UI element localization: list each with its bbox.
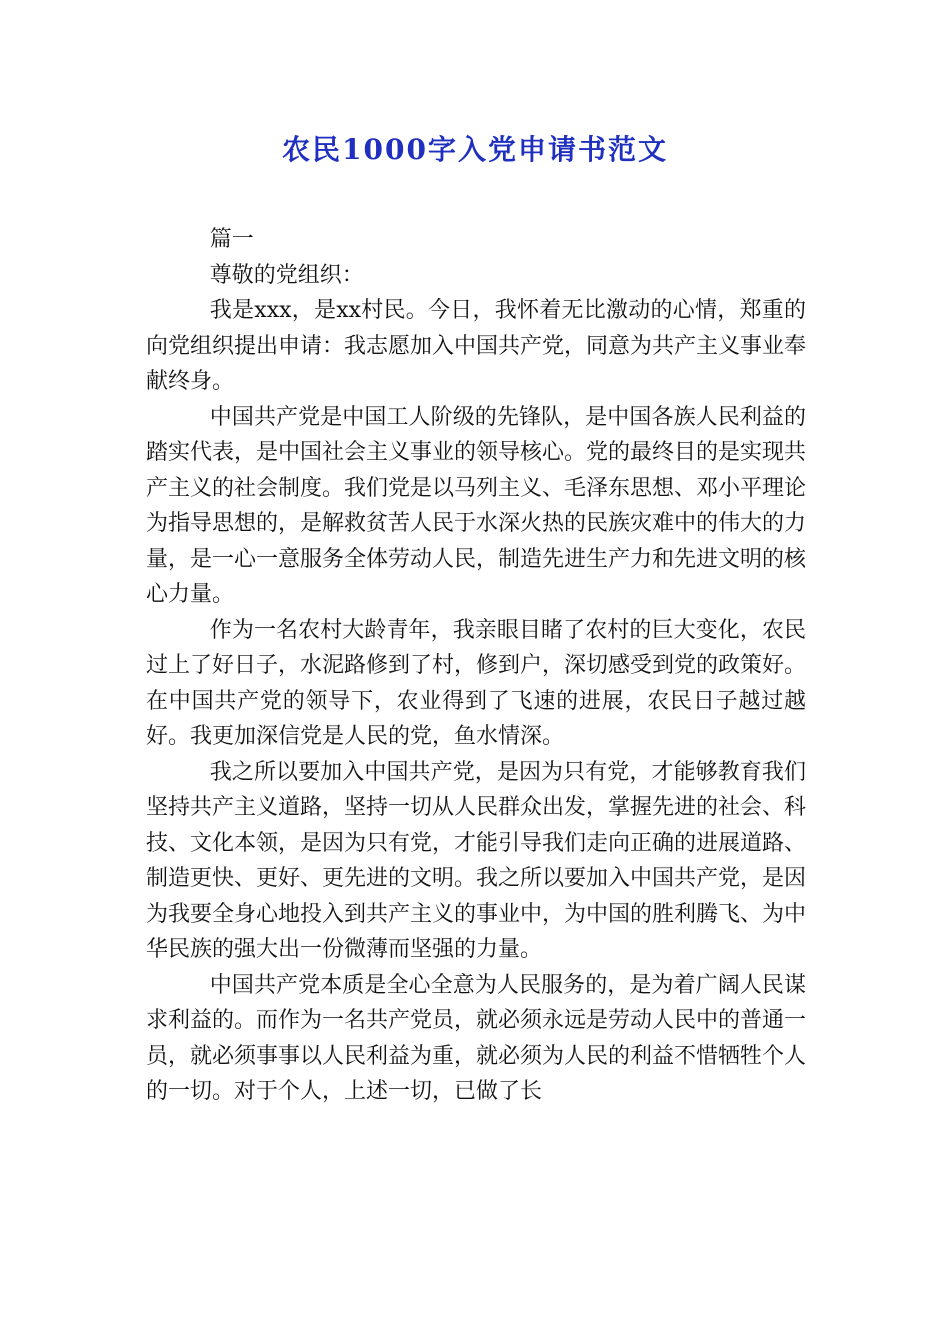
body-paragraph: 作为一名农村大龄青年，我亲眼目睹了农村的巨大变化，农民过上了好日子，水泥路修到了村，修到户，深切感受到党的政策好。在中国共产党的领导下，农业得到了飞速的进展，农民日子越过越好。我更加深信党是人民的党，鱼水情深。 bbox=[146, 617, 807, 749]
section-heading: 篇一 bbox=[209, 227, 254, 252]
body-paragraph: 中国共产党是中国工人阶级的先锋队，是中国各族人民利益的踏实代表，是中国社会主义事业的领导核心。党的最终目的是实现共产主义的社会制度。我们党是以马列主义、毛泽东思想、邓小平理论为指导思想的，是解救贫苦人民于水深火热的民族灾难中的伟大的力量，是一心一意服务全体劳动人民，制造先进生产力和先进文明的核心力量。 bbox=[146, 404, 807, 607]
body-paragraph: 我是xxx，是xx村民。今日，我怀着无比激动的心情，郑重的向党组织提出申请：我志愿加入中国共产党，同意为共产主义事业奉献终身。 bbox=[146, 298, 807, 394]
document-body bbox=[146, 222, 806, 1110]
salutation: 尊敬的党组织： bbox=[209, 262, 364, 288]
body-paragraph: 中国共产党本质是全心全意为人民服务的，是为着广阔人民谋求利益的。而作为一名共产党员，就必须永远是劳动人民中的普通一员，就必须事事以人民利益为重，就必须为人民的利益不惜牺牲个人的一切。对于个人，上述一切，已做了长 bbox=[146, 972, 807, 1104]
document-title: 农民1000字入党申请书范文 bbox=[282, 133, 668, 166]
body-paragraph: 我之所以要加入中国共产党，是因为只有党，才能够教育我们坚持共产主义道路，坚持一切从人民群众出发，掌握先进的社会、科技、文化本领，是因为只有党，才能引导我们走向正确的进展道路、制造更快、更好、更先进的文明。我之所以要加入中国共产党，是因为我要全身心地投入到共产主义的事业中，为中国的胜利腾飞、为中华民族的强大出一份微薄而坚强的力量。 bbox=[146, 759, 807, 962]
